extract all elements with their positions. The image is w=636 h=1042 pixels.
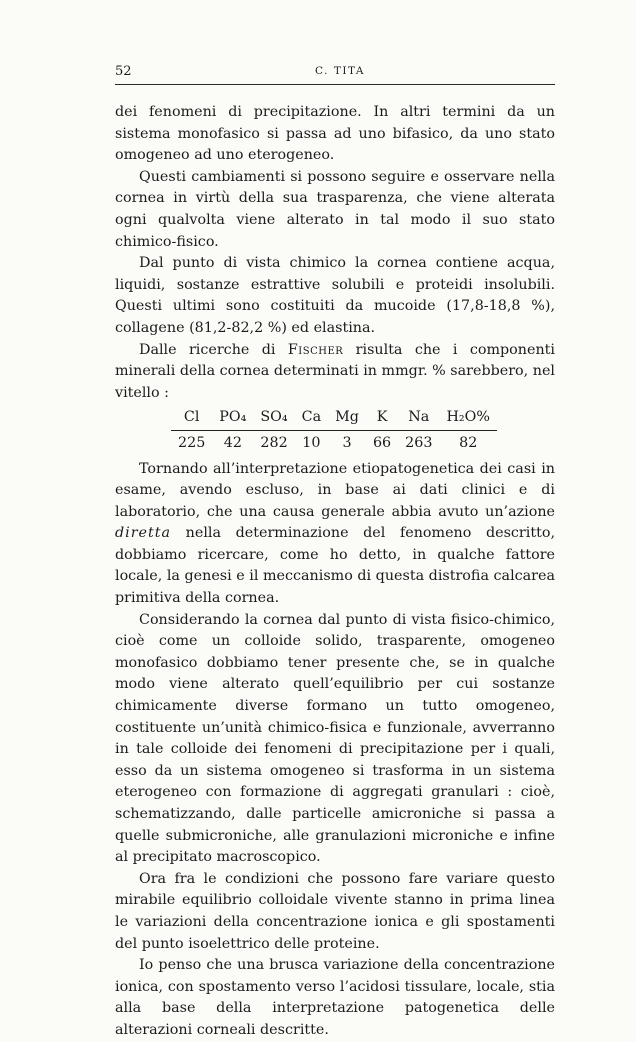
table-cell: 282	[260, 434, 288, 451]
body-text	[115, 102, 555, 1042]
author-fischer: Fischer	[287, 341, 344, 358]
emphasis-diretta: diretta	[115, 525, 172, 542]
table-header-cell: Ca	[295, 407, 328, 430]
table-row	[171, 430, 497, 454]
paragraph-4-after: risulta che i componenti minerali della cornea determinati in mmgr. % sarebbero, nel vitello :	[115, 341, 555, 401]
paragraph-2: Questi cambiamenti si possono seguire e osservare nella cornea in virtù della sua trasparenza, che viene alterata ogni qualvolta viene alterato in tal modo il suo stato chimico-fisico.	[115, 168, 555, 250]
paragraph-5-after: nella determinazione del fenomeno descritto, dobbiamo ricercare, come ho detto, in qualche fattore locale, la genesi e il meccanismo di questa distrofia calcarea primitiva della cornea.	[115, 525, 555, 607]
table-header-cell: SO₄	[253, 407, 294, 430]
table-cell: 82	[459, 434, 478, 451]
table-header-cell: K	[366, 407, 398, 430]
table-header-cell: H₂O%	[439, 407, 497, 430]
running-head: C. TITA	[315, 65, 365, 77]
mineral-table	[171, 407, 497, 454]
table-cell: 3	[342, 434, 352, 451]
paragraph-5	[115, 459, 555, 610]
table-header-cell: Cl	[171, 407, 212, 430]
table-cell: 225	[178, 434, 206, 451]
paragraph-4-before: Dalle ricerche di	[139, 341, 288, 358]
paragraph-1: dei fenomeni di precipitazione. In altri termini da un sistema monofasico si passa ad uno bifasico, da uno stato omogeneo ad uno eterogeneo.	[115, 104, 555, 164]
table-header-cell: PO₄	[212, 407, 253, 430]
page-number: 52	[115, 64, 132, 79]
table-cell: 42	[223, 434, 242, 451]
paragraph-3: Dal punto di vista chimico la cornea contiene acqua, liquidi, sostanze estrattive solubili e proteidi insolubili. Questi ultimi sono costituiti da mucoide (17,8-18,8 %), collagene (81,2-82,2 %) ed elastina.	[115, 255, 555, 336]
table-header-row	[171, 407, 497, 430]
paragraph-8: Io penso che una brusca variazione della concentrazione ionica, con spostamento verso l’acidosi tissulare, locale, stia alla base della interpretazione patogenetica delle alterazioni corneali descritte.	[115, 957, 555, 1038]
paragraph-6: Considerando la cornea dal punto di vista fisico-chimico, cioè come un colloide solido, trasparente, omogeneo monofasico dobbiamo tener presente che, se in qualche modo viene alterato quell’equilibrio per cui sostanze chimicamente diverse formano un tutto omogeneo, costituente un’unità chimico-fisica e funzionale, avverranno in tale colloide dei fenomeni di precipitazione per i quali, esso da un sistema omogeneo si trasforma in un sistema eterogeneo con formazione di aggregati granulari : cioè, schematizzando, dalle particelle amicroniche si passa a quelle submicroniche, alle granulazioni microniche e infine al precipitato macroscopico.	[115, 611, 555, 866]
table-cell: 263	[405, 434, 433, 451]
paragraph-7: Ora fra le condizioni che possono fare variare questo mirabile equilibrio colloidale vivente stanno in prima linea le variazioni della concentrazione ionica e gli spostamenti del punto isoelettrico delle proteine.	[115, 870, 555, 952]
table-header-cell: Mg	[328, 407, 366, 430]
paragraph-5-before: Tornando all’interpretazione etiopatogenetica dei casi in esame, avendo escluso, in base ai dati clinici e di laboratorio, che una causa generale abbia avuto un’azione	[115, 460, 555, 520]
table-cell: 66	[372, 434, 392, 451]
paragraph-4	[115, 340, 555, 405]
table-header-cell: Na	[398, 407, 439, 430]
page-header	[115, 64, 555, 85]
table-cell: 10	[302, 434, 321, 451]
